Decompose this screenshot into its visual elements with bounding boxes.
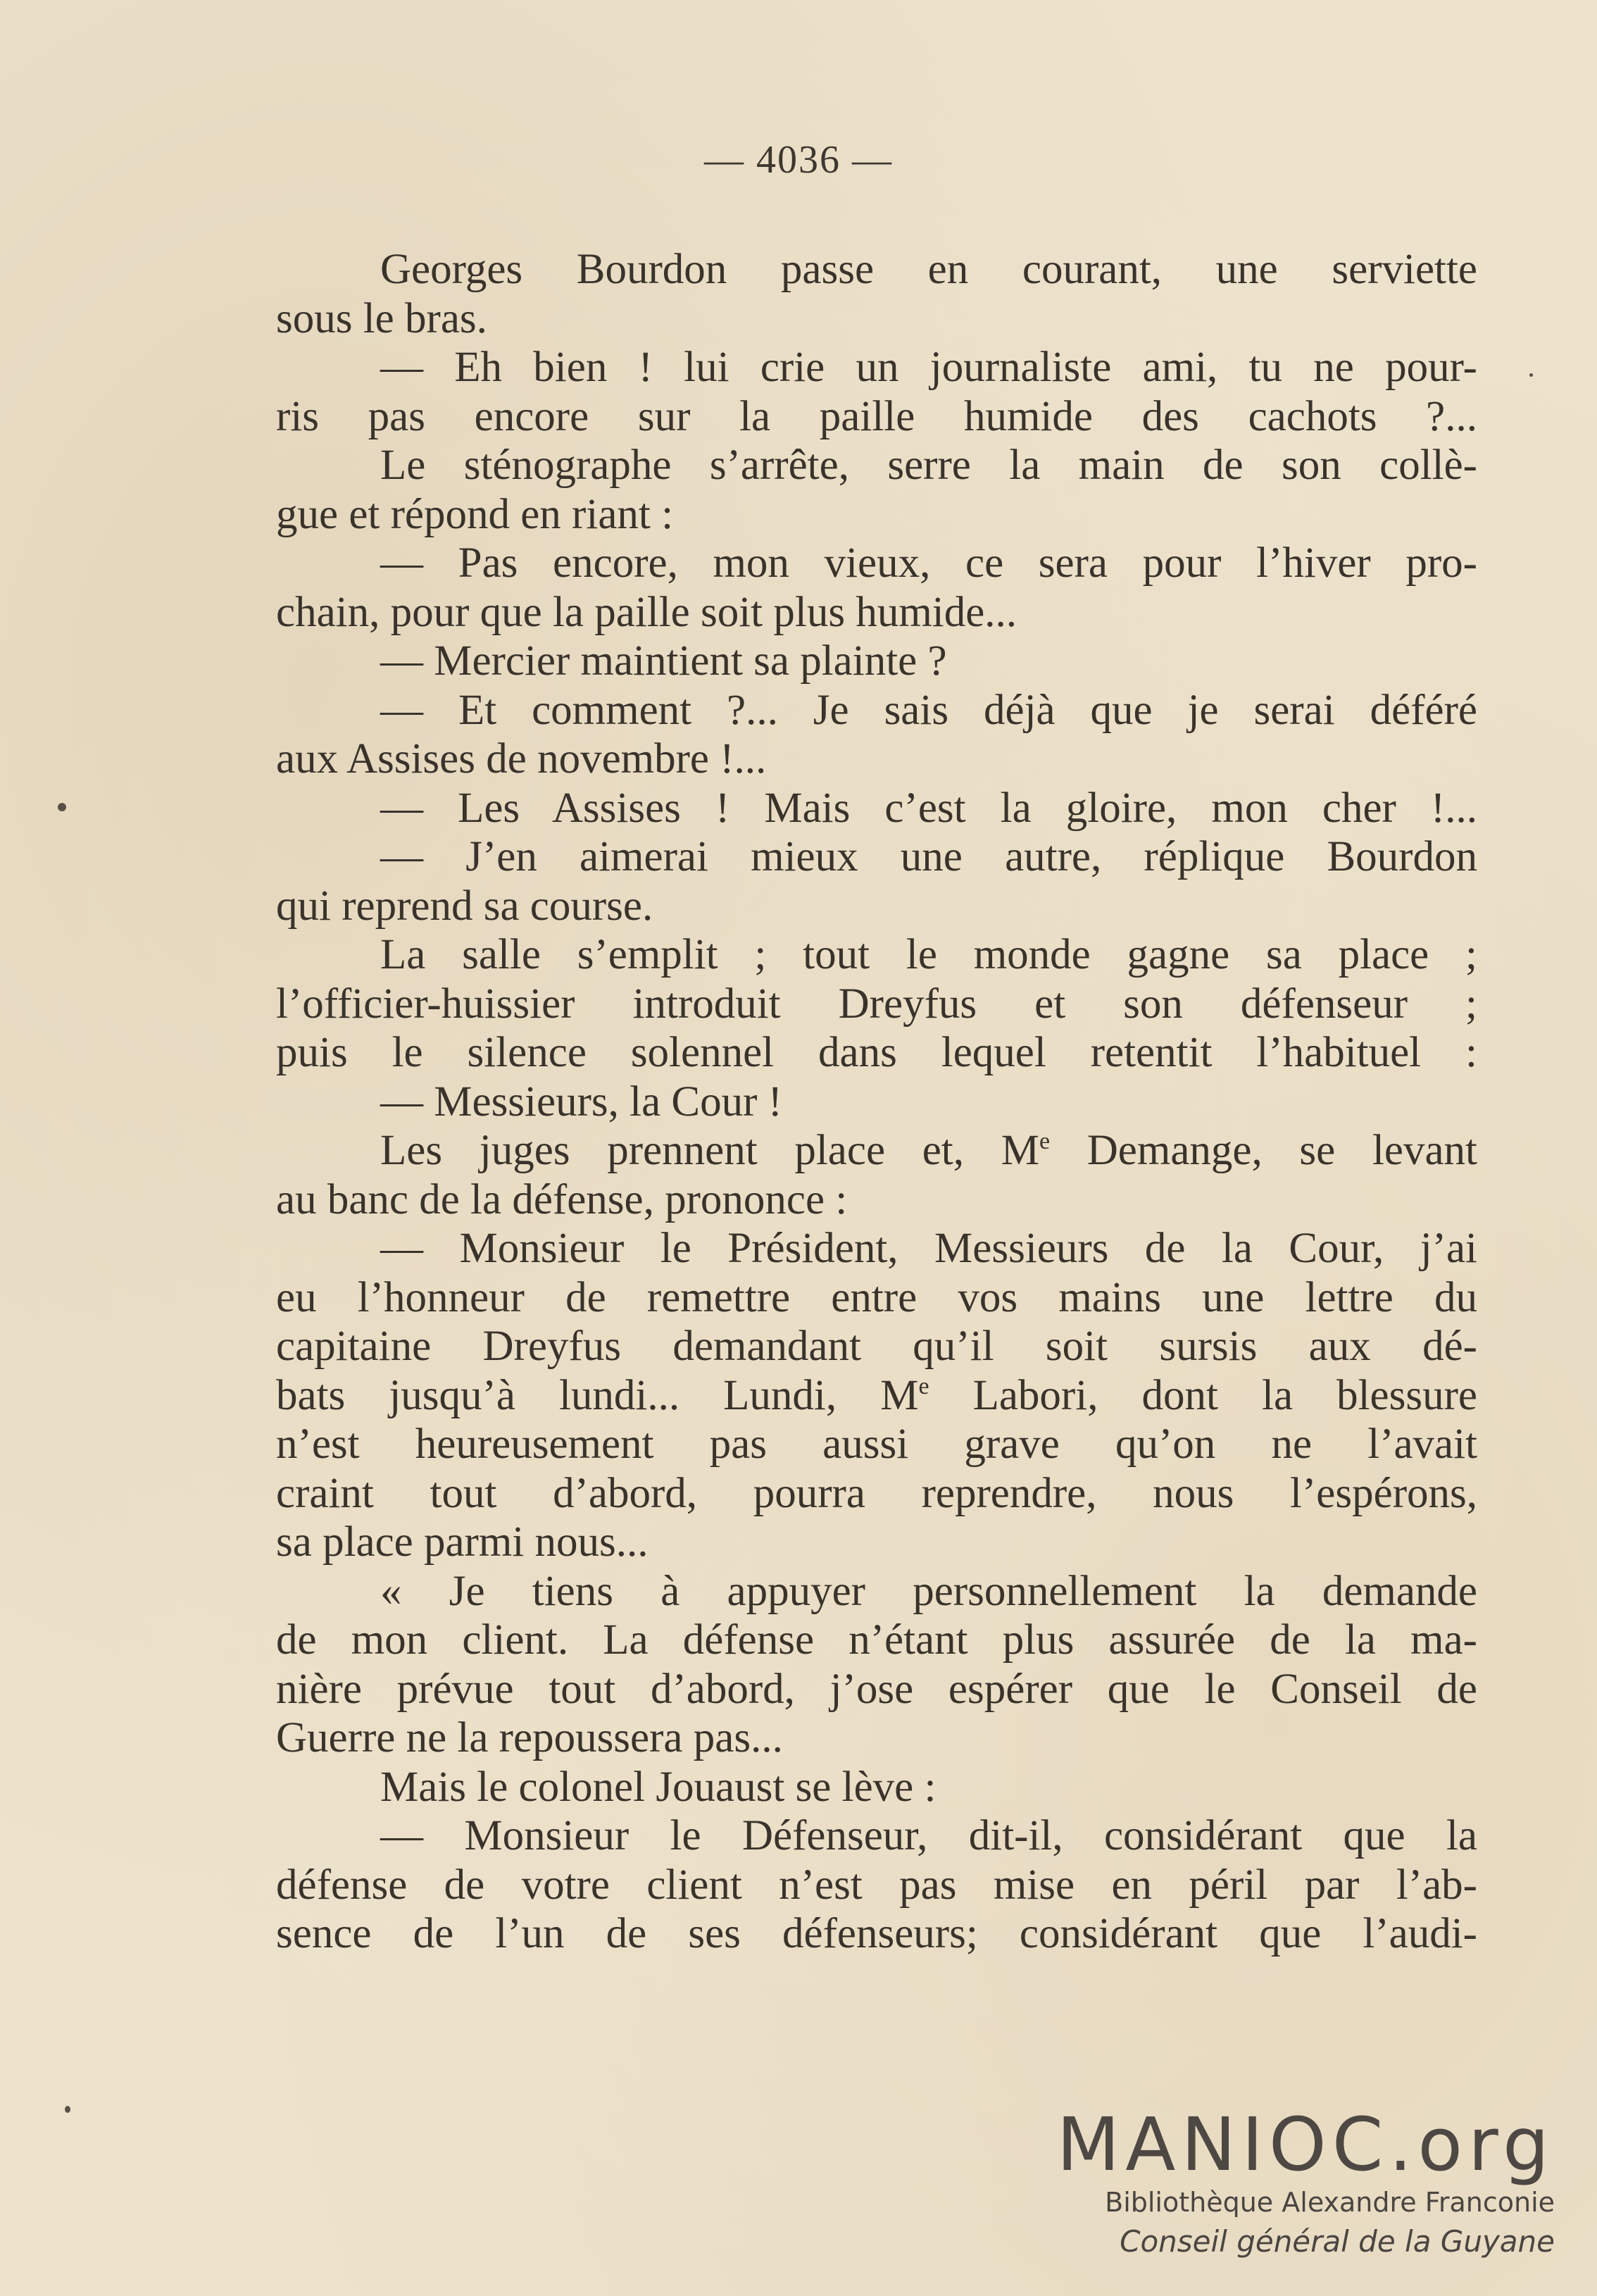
text-line: aux Assises de novembre !... [276,735,767,782]
body-text [276,245,1477,1959]
text-line [276,1126,1477,1175]
manioc-logo [1048,2102,1555,2262]
logo-library-name: Bibliothèque Alexandre Franconie [1105,2187,1555,2218]
text-line: — J’en aimerai mieux une autre, réplique Bourdon [380,833,1477,880]
text-line: — Mercier maintient sa plainte ? [380,637,947,685]
abbrev-maitre: Me [1001,1127,1051,1174]
text-line: — Messieurs, la Cour ! [380,1078,782,1125]
text-line: La salle s’emplit ; tout le monde gagne sa place ; [380,931,1477,978]
logo-council-name: Conseil général de la Guyane [1120,2224,1555,2259]
text-line: n’est heureusement pas aussi grave qu’on ne l’avait [276,1421,1477,1468]
text-line: de mon client. La défense n’étant plus assurée de la ma- [276,1616,1477,1664]
text-line: « Je tiens à appuyer personnellement la demande [380,1567,1477,1615]
text-line: Guerre ne la repoussera pas... [276,1714,783,1761]
text-line: ris pas encore sur la paille humide des cachots ?... [276,392,1477,440]
text-line [276,1371,1477,1421]
text-segment: Les juges prennent place et, [380,1127,964,1174]
text-line: — Eh bien ! lui crie un journaliste ami, tu ne pour- [380,344,1477,391]
text-line: sous le bras. [276,294,487,342]
text-line: sa place parmi nous... [276,1518,649,1566]
ink-speck [58,803,66,811]
text-line: Georges Bourdon passe en courant, une serviette [380,246,1477,293]
text-segment: bats jusqu’à lundi... Lundi, [276,1371,837,1419]
text-line: Mais le colonel Jouaust se lève : [380,1763,937,1811]
text-line: au banc de la défense, prononce : [276,1175,848,1223]
text-line: sence de l’un de ses défenseurs; considérant que l’audi- [276,1910,1477,1957]
text-line: gue et répond en riant : [276,490,674,538]
text-line: nière prévue tout d’abord, j’ose espérer que le Conseil de [276,1665,1477,1713]
text-line: craint tout d’abord, pourra reprendre, nous l’espérons, [276,1469,1477,1517]
text-line: — Pas encore, mon vieux, ce sera pour l’hiver pro- [380,539,1477,587]
logo-wordmark: MANIOC.org [1056,2102,1555,2188]
text-line: chain, pour que la paille soit plus humide... [276,588,1017,636]
text-line: l’officier-huissier introduit Dreyfus et son défenseur ; [276,980,1477,1028]
abbrev-maitre: Me [880,1371,929,1419]
text-line: Le sténographe s’arrête, serre la main de son collè- [380,442,1477,489]
text-segment: Demange, se levant [1086,1127,1477,1174]
text-line: — Les Assises ! Mais c’est la gloire, mon cher !... [380,784,1477,832]
text-line: défense de votre client n’est pas mise en péril par l’ab- [276,1861,1477,1909]
page-number: — 4036 — [704,138,893,182]
text-line: qui reprend sa course. [276,882,653,930]
text-segment: Labori, dont la blessure [972,1371,1477,1419]
text-line: eu l’honneur de remettre entre vos mains une lettre du [276,1273,1477,1321]
ink-speck [1529,373,1533,377]
ink-speck [65,2106,70,2113]
text-line: — Et comment ?... Je sais déjà que je serai déféré [380,686,1477,734]
text-line: capitaine Dreyfus demandant qu’il soit sursis aux dé- [276,1323,1477,1370]
text-line: — Monsieur le Défenseur, dit-il, considérant que la [380,1812,1477,1859]
text-line: — Monsieur le Président, Messieurs de la Cour, j’ai [380,1225,1477,1272]
text-line: puis le silence solennel dans lequel retentit l’habituel : [276,1029,1477,1076]
